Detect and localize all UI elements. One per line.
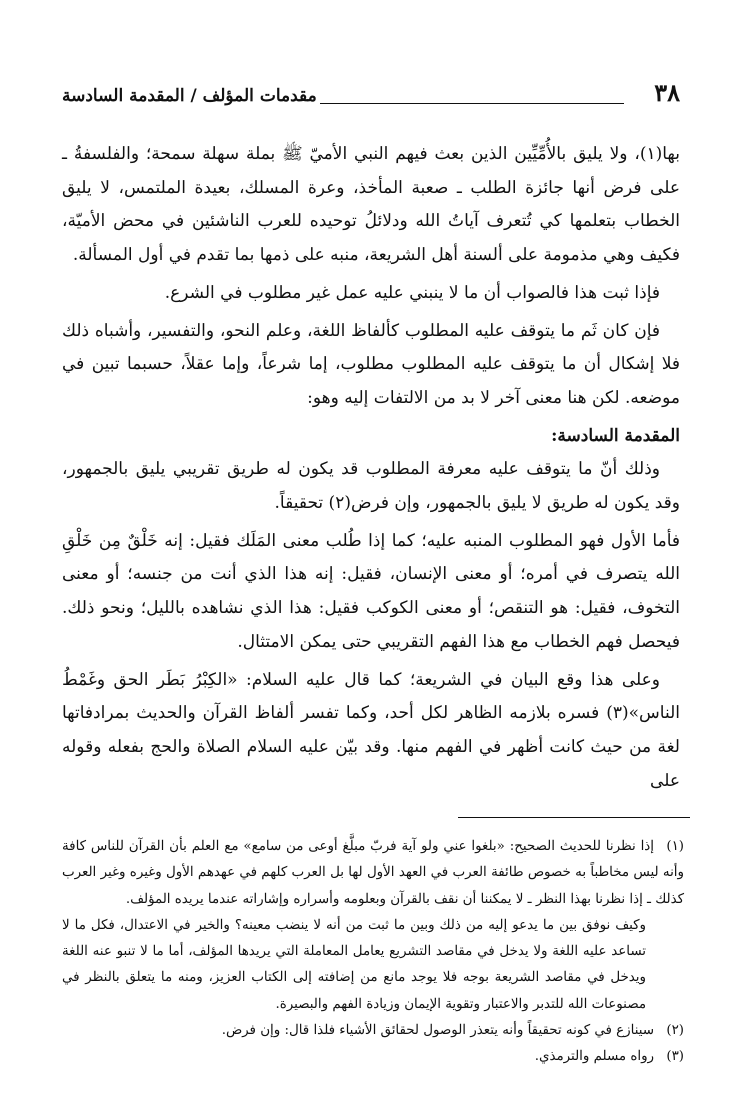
page-header [62,78,680,112]
footnote-rule [458,817,690,818]
paragraph-4: وذلك أنّ ما يتوقف عليه معرفة المطلوب قد يكون له طريق تقريبي يليق بالجمهور، وقد يكون له طريق لا يليق بالجمهور، وإن فرض(٢) تحقيقاً. [62,459,680,514]
paragraph-1: بها(١)، ولا يليق بالأُمِّيِّين الذين بعث فيهم النبي الأميّ ﷺ بملة سهلة سمحة؛ والفلسفةُ ـ على فرض أنها جائزة الطلب ـ صعبة المأخذ، وعرة المسلك، بعيدة الملتمس، لا يليق الخطاب بتعلمها كي تُتعرف آياتُ الله ودلائلُ توحيده للعرب الناشئين في محض الأميّة، فكيف وهي مذمومة على ألسنة أهل الشريعة، منبه على ذمها بما تقدم في أول المسألة. [62,144,680,266]
main-text [62,138,680,798]
running-title: مقدمات المؤلف / المقدمة السادسة [62,86,317,106]
footnote-3 [62,1044,684,1070]
paragraph-3: فإن كان ثَم ما يتوقف عليه المطلوب كألفاظ اللغة، وعلم النحو، والتفسير، وأشباه ذلك فلا إشكال أن ما يتوقف عليه المطلوب مطلوب، إما شرعاً، وإما عقلاً، حسبما تبين في موضعه. لكن هنا معنى آخر لا بد من الالتفات إليه وهو: [62,320,680,408]
footnote-1-continued: وكيف نوفق بين ما يدعو إليه من ذلك وبين ما ثبت من أنه لا ينضب معينه؟ والخير في الاعتدال، فكل ما لا تساعد عليه اللغة ولا يدخل في مقاصد التشريع يعامل المعاملة التي يريدها المؤلف، أما ما لا تنبو عنه اللغة ويدخل في مقاصد الشريعة بوجه فلا يوجد مانع من إضافته إلى الكتاب العزيز، ومنه ما يتعلق بالنظر في مصنوعات الله للتدبر والاعتبار وتقوية الإيمان وزيادة الفهم والبصيرة. [62,917,646,1012]
paragraph-5: فأما الأول فهو المطلوب المنبه عليه؛ كما إذا طُلب معنى المَلَك فقيل: إنه خَلْقٌ مِن خَلْقِ الله يتصرف في أمره؛ أو معنى الإنسان، فقيل: إنه هذا الذي أنت من جنسه؛ أو معنى التخوف، فقيل: هو التنقص؛ أو معنى الكوكب فقيل: هذا الذي نشاهده بالليل؛ ونحو ذلك. فيحصل فهم الخطاب مع هذا الفهم التقريبي حتى يمكن الامتثال. [62,530,680,652]
page-number: ٣٨ [654,78,680,107]
footnote-1 [62,834,684,913]
footnote-2 [62,1018,684,1044]
footnote-1-text: إذا نظرنا للحديث الصحيح: «بلغوا عني ولو آية فربّ مبلَّغ أوعى من سامع» مع العلم بأن القرآن للناس كافة وأنه ليس مخاطباً به خصوص طائفة العرب في العهد الأول لها بل العرب كلهم في عهدهم الأول وغيره وغير العرب كذلك ـ إذا نظرنا بهذا النظر ـ لا يمكننا أن نقف بالقرآن وبعلومه وأسراره وإشاراته عندما يريده المؤلف. [62,839,684,907]
footnote-3-number: (٣) [666,1049,684,1065]
footnote-2-text: سينازع في كونه تحقيقاً وأنه يتعذر الوصول لحقائق الأشياء فلذا قال: وإن فرض. [221,1023,654,1039]
header-rule [320,103,624,104]
footnote-3-text: رواه مسلم والترمذي. [534,1049,654,1065]
footnote-2-number: (٢) [666,1023,684,1039]
section-heading: المقدمة السادسة: [551,425,680,446]
footnote-1-number: (١) [666,839,684,854]
footnotes [62,834,684,1071]
paragraph-2: فإذا ثبت هذا فالصواب أن ما لا ينبني عليه عمل غير مطلوب في الشرع. [164,282,660,303]
paragraph-6: وعلى هذا وقع البيان في الشريعة؛ كما قال عليه السلام: «الكِبْرُ بَطَر الحق وغَمْطُ الناس»(٣) فسره بلازمه الظاهر لكل أحد، وكما تفسر ألفاظ القرآن والحديث بمرادفاتها لغة من حيث كانت أظهر في الفهم منها. وقد بيّن عليه السلام الصلاة والحج بفعله وقوله على [62,669,680,791]
